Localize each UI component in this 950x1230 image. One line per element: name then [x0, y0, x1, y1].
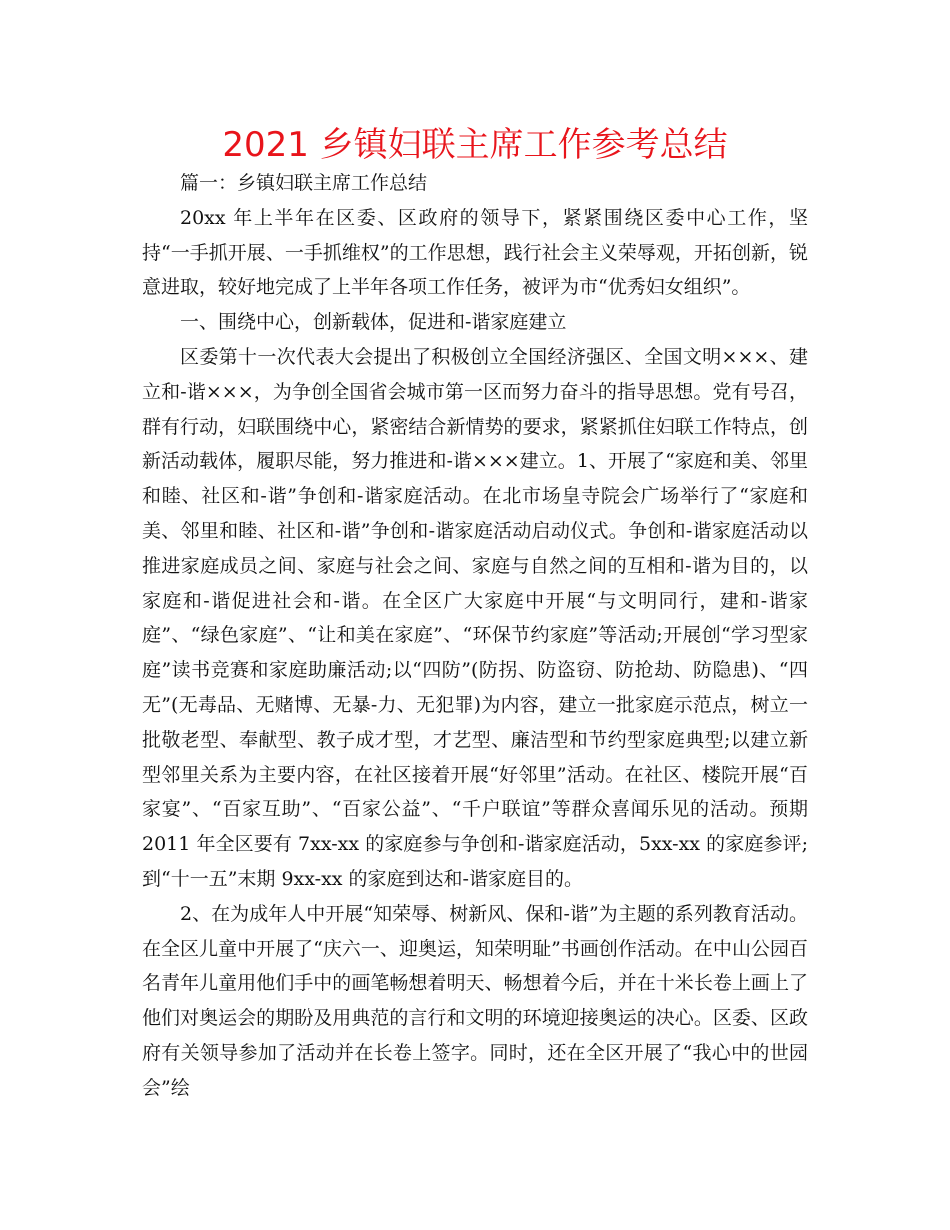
section-heading-part-one: 篇一：乡镇妇联主席工作总结	[180, 172, 428, 194]
paragraph-education-activities: 2、在为成年人中开展“知荣辱、树新风、保和-谐”为主题的系列教育活动。在全区儿童中开展了“庆六一、迎奥运，知荣明耻”书画创作活动。在中山公园百名青年儿童用他们手中的画笔畅想着明天、畅想着今后，并在十米长卷上画上了他们对奥运会的期盼及用典范的言行和文明的环境迎接奥运的决心。区委、区政府有关领导参加了活动并在长卷上签字。同时，还在全区开展了“我心中的世园会”绘	[142, 902, 808, 1099]
document-title: 2021 乡镇妇联主席工作参考总结	[222, 125, 728, 165]
paragraph-harmony-families: 区委第十一次代表大会提出了积极创立全国经济强区、全国文明×××、建立和-谐×××，为争创全国省会城市第一区而努力奋斗的指导思想。党有号召，群有行动，妇联围绕中心，紧密结合新情势的要求，紧紧抓住妇联工作特点，创新活动载体，履职尽能，努力推进和-谐×××建立。1、开展了“家庭和美、邻里和睦、社区和-谐”争创和-谐家庭活动。在北市场皇寺院会广场举行了“家庭和美、邻里和睦、社区和-谐”争创和-谐家庭活动启动仪式。争创和-谐家庭活动以推进家庭成员之间、家庭与社会之间、家庭与自然之间的互相和-谐为目的，以家庭和-谐促进社会和-谐。在全区广大家庭中开展“与文明同行，建和-谐家庭”、“绿色家庭”、“让和美在家庭”、“环保节约家庭”等活动;开展创“学习型家庭”读书竞赛和家庭助廉活动;以“四防”(防拐、防盗窃、防抢劫、防隐患)、“四无”(无毒品、无赌博、无暴-力、无犯罪)为内容，建立一批家庭示范点，树立一批敬老型、奉献型、教子成才型，才艺型、廉洁型和节约型家庭典型;以建立新型邻里关系为主要内容，在社区接着开展“好邻里”活动。在社区、楼院开展“百家宴”、“百家互助”、“百家公益”、“千户联谊”等群众喜闻乐见的活动。预期 2011 年全区要有 7xx-xx 的家庭参与争创和-谐家庭活动，5xx-xx 的家庭参评;到“十一五”末期 9xx-xx 的家庭到达和-谐家庭目的。	[142, 345, 808, 890]
document-body	[142, 166, 808, 1106]
paragraph-intro: 20xx 年上半年在区委、区政府的领导下，紧紧围绕区委中心工作，坚持“一手抓开展、一手抓维权”的工作思想，践行社会主义荣辱观，开拓创新，锐意进取，较好地完成了上半年各项工作任务，被评为市“优秀妇女组织”。	[142, 206, 808, 299]
section-heading-one: 一、围绕中心，创新载体，促进和-谐家庭建立	[180, 311, 567, 334]
